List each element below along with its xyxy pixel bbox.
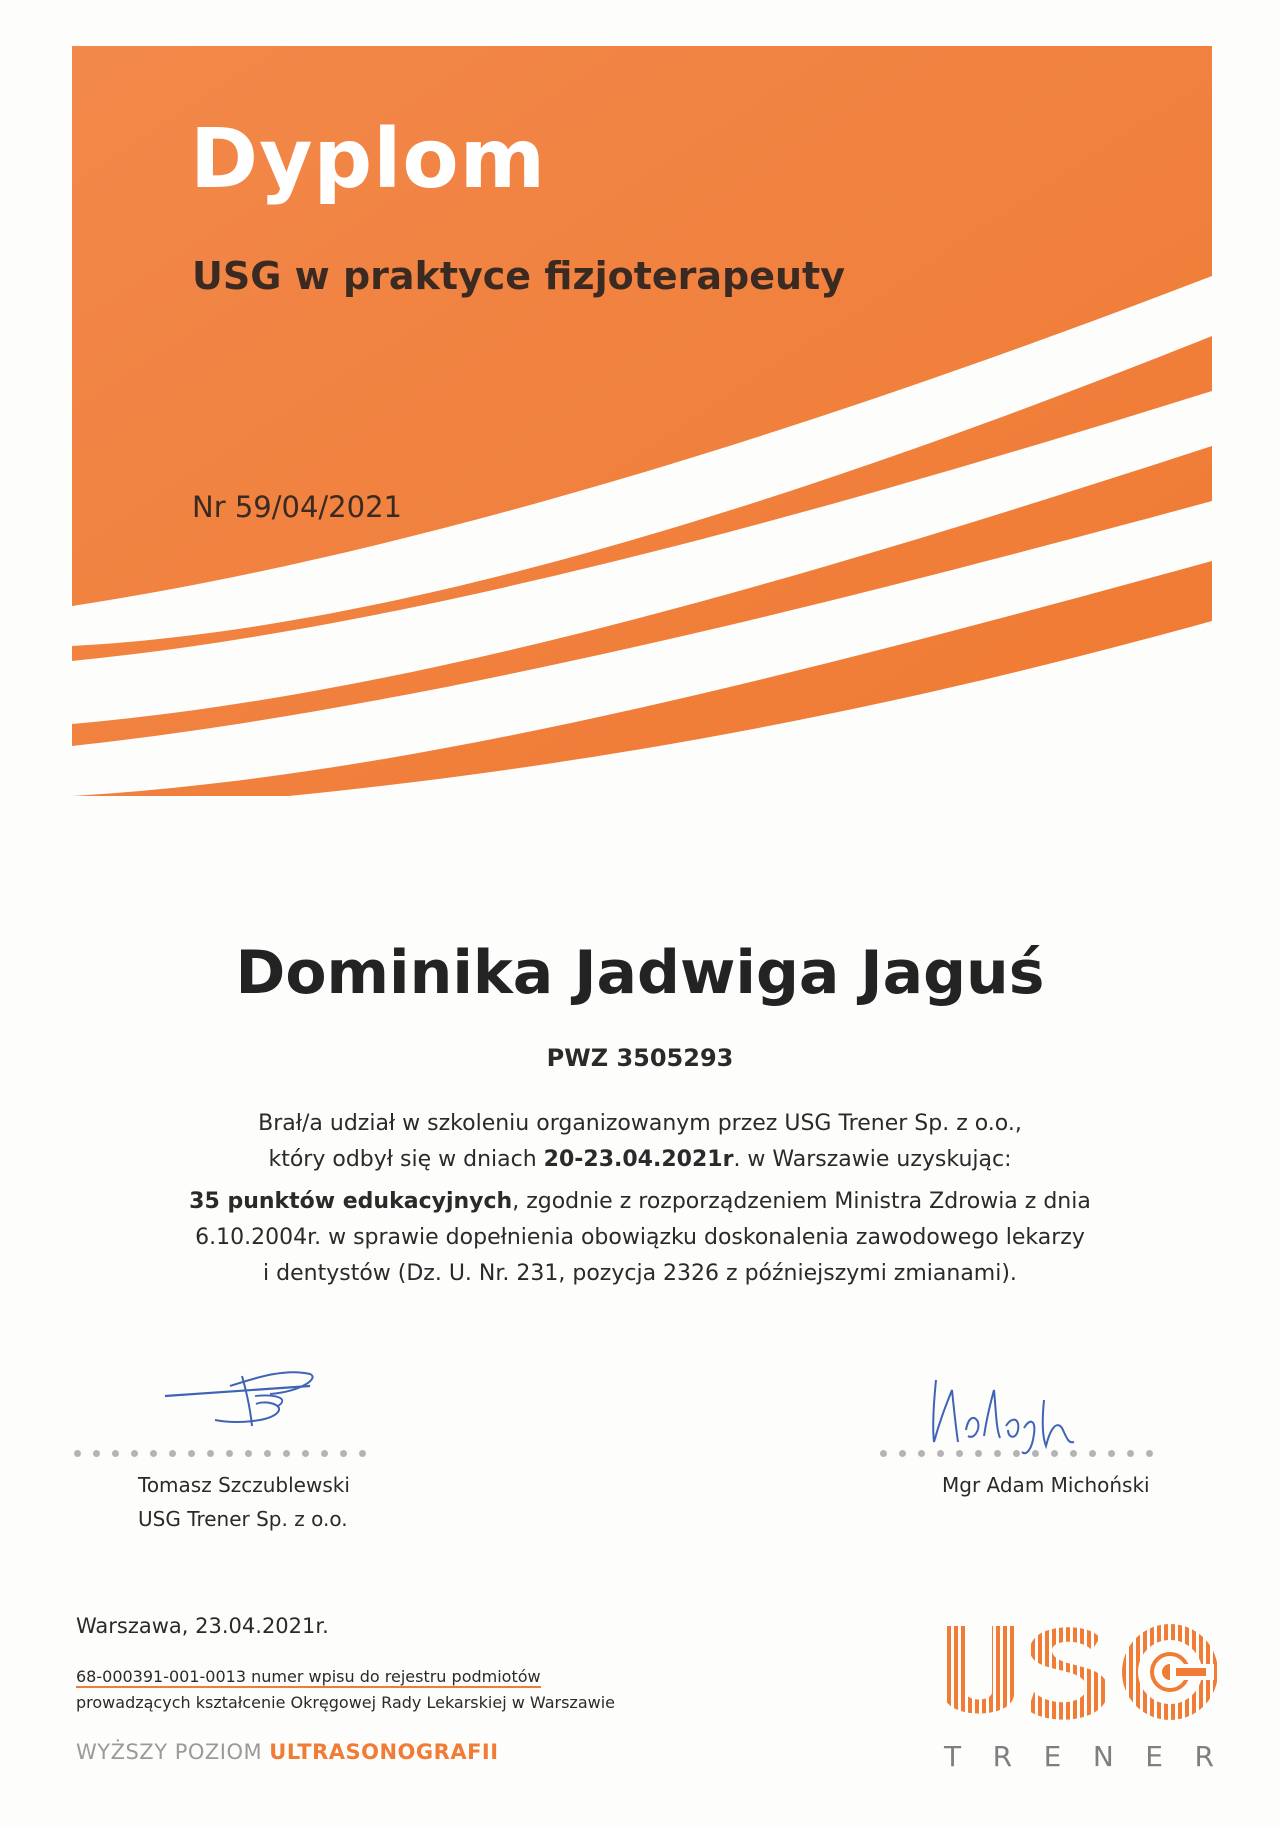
- points-line-1: [150, 1184, 1130, 1220]
- logo-trener-text: [944, 1740, 1214, 1773]
- points-line-2: 6.10.2004r. w sprawie dopełnienia obowiązku doskonalenia zawodowego lekarzy: [195, 1225, 1085, 1250]
- left-signer: [138, 1468, 350, 1536]
- registry-description: prowadzących kształcenie Okręgowej Rady Lekarskiej w Warszawie: [76, 1693, 615, 1712]
- points-line-1-rest: , zgodnie z rozporządzeniem Ministra Zdrowia z dnia: [512, 1189, 1091, 1214]
- logo-letter-s: [1028, 1627, 1108, 1719]
- right-signer-name: Mgr Adam Michoński: [942, 1473, 1150, 1497]
- usg-trener-logo: [940, 1620, 1220, 1730]
- logo-trener-letter: E: [1043, 1740, 1062, 1773]
- dates-suffix: . w Warszawie uzyskując:: [733, 1147, 1012, 1172]
- participation-line-1: Brał/a udział w szkoleniu organizowanym przez USG Trener Sp. z o.o.,: [258, 1111, 1022, 1136]
- logo-letter-u: [944, 1626, 1014, 1714]
- points-line-3: i dentystów (Dz. U. Nr. 231, pozycja 2326 z późniejszymi zmianami).: [263, 1261, 1017, 1286]
- diploma-title: Dyplom: [190, 112, 547, 207]
- place-and-date: Warszawa, 23.04.2021r.: [76, 1614, 329, 1638]
- logo-trener-letter: T: [944, 1740, 962, 1773]
- logo-trener-letter: N: [1092, 1740, 1114, 1773]
- recipient-name: Dominika Jadwiga Jaguś: [235, 938, 1045, 1008]
- participation-paragraph: [150, 1106, 1130, 1178]
- dates-prefix: który odbył się w dniach: [268, 1147, 544, 1172]
- points-paragraph: [150, 1184, 1130, 1292]
- left-signer-company: USG Trener Sp. z o.o.: [138, 1507, 348, 1531]
- slogan: [76, 1740, 499, 1764]
- registry-number: 68-000391-001-0013 numer wpisu do rejestru podmiotów: [76, 1667, 541, 1686]
- diploma-number: Nr 59/04/2021: [192, 490, 402, 524]
- logo-text: USG: [940, 1620, 943, 1621]
- education-points: 35 punktów edukacyjnych: [189, 1189, 513, 1214]
- left-signature-image: [160, 1356, 330, 1436]
- right-signature-image: [922, 1370, 1092, 1460]
- left-signature-line: [74, 1450, 366, 1458]
- right-signature-line: [880, 1450, 1153, 1458]
- right-signer: [942, 1468, 1150, 1502]
- logo-trener-letter: R: [992, 1740, 1013, 1773]
- logo-trener-letter: E: [1145, 1740, 1163, 1773]
- registry-info: [76, 1664, 615, 1716]
- course-title: USG w praktyce fizjoterapeuty: [192, 254, 845, 298]
- slogan-normal: WYŻSZY POZIOM: [76, 1740, 270, 1764]
- slogan-accent: ULTRASONOGRAFII: [269, 1740, 499, 1764]
- course-dates: 20-23.04.2021r: [543, 1147, 734, 1172]
- left-signer-name: Tomasz Szczublewski: [138, 1473, 350, 1497]
- logo-trener-letter: R: [1194, 1740, 1214, 1773]
- recipient-pwz: PWZ 3505293: [546, 1044, 734, 1072]
- participation-line-2: [150, 1142, 1130, 1178]
